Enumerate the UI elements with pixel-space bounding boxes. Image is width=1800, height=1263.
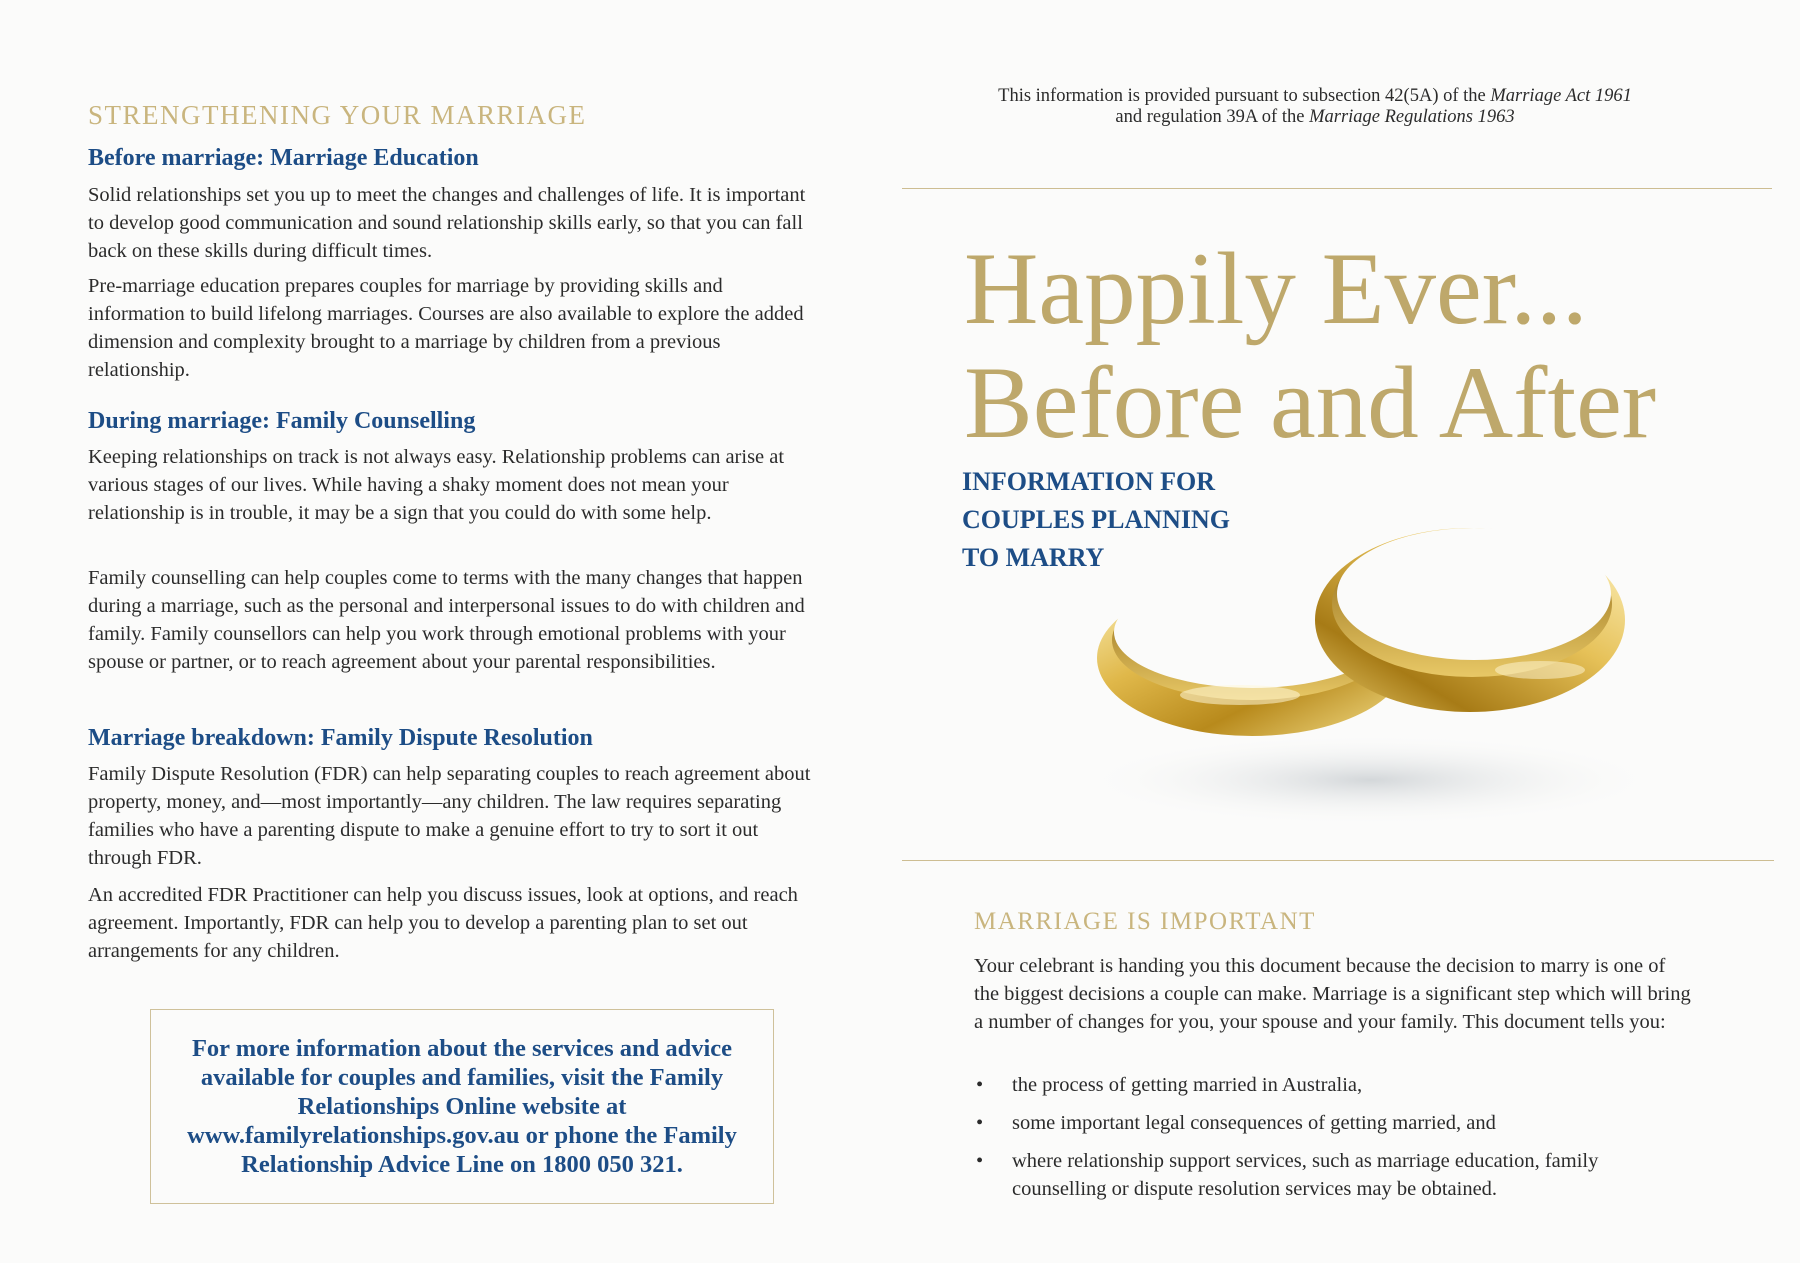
paragraph: Pre-marriage education prepares couples for marriage by providing skills and information to build lifelong marriages. Courses are also available to explore the added dimension and complexity brought to a marriage by children from a previous relationship. [88,275,804,381]
ring-shadow [1080,734,1660,826]
subheading-family-counselling: During marriage: Family Counselling [88,408,476,434]
legal-line-1: This information is provided pursuant to subsection 42(5A) of the [998,86,1491,106]
cover-title [964,232,1784,460]
list-item [974,1147,1694,1203]
subheading-marriage-education: Before marriage: Marriage Education [88,145,479,171]
left-page [0,0,880,1263]
subheading-dispute-resolution: Marriage breakdown: Family Dispute Resolution [88,725,593,751]
right-page [880,0,1800,1263]
legal-line-2: and regulation 39A of the [1115,107,1310,127]
cover-subtitle-line: TO MARRY [962,543,1105,572]
section-heading-strengthening: STRENGTHENING YOUR MARRIAGE [88,100,587,130]
list-item [974,1109,1694,1137]
paragraph: Keeping relationships on track is not always easy. Relationship problems can arise at various stages of our lives. While having a shaky moment does not mean your relationship is in trouble, it may be a sign that you could do with some help. [88,446,785,524]
bullet-icon: • [976,1112,984,1134]
topics-list [974,1071,1694,1213]
list-item [974,1071,1694,1099]
paragraph: Family counselling can help couples come to terms with the many changes that happen during a marriage, such as the personal and interpersonal issues to do with children and family. Family counsellors can help you work through emotional problems with your spouse or partner, or to reach agreement about your parental responsibilities. [88,567,805,673]
paragraph: An accredited FDR Practitioner can help you discuss issues, look at options, and reach agreement. Importantly, FDR can help you to develop a parenting plan to set out arrangements for any children. [88,884,798,962]
info-box [150,1009,774,1204]
section-heading-marriage-important: MARRIAGE IS IMPORTANT [974,908,1316,935]
marriage-regulations-citation: Marriage Regulations 1963 [1309,107,1515,127]
cover-title-line-2: Before and After [964,346,1657,460]
marriage-act-citation: Marriage Act 1961 [1490,86,1632,106]
cover-subtitle-line: COUPLES PLANNING [962,505,1230,534]
middle-divider [902,860,1774,861]
list-item-text: some important legal consequences of getting married, and [1012,1112,1496,1134]
paragraph: Family Dispute Resolution (FDR) can help separating couples to reach agreement about property, money, and—most importantly—any children. The law requires separating families who have a parenting dispute to make a genuine effort to try to sort it out through FDR. [88,763,811,869]
intro-paragraph: Your celebrant is handing you this document because the decision to marry is one of the biggest decisions a couple can make. Marriage is a significant step which will bring a number of changes for you, your spouse and your family. This document tells you: [974,955,1691,1033]
info-box-text: For more information about the services and advice available for couples and families, visit the Family Relationships Online website at www.familyrelationships.gov.au or phone the Family Relationship Advice Line on 1800 050 321. [187,1035,737,1178]
cover-title-line-1: Happily Ever... [964,232,1588,346]
legal-notice [880,86,1750,128]
cover-subtitle-line: INFORMATION FOR [962,467,1216,496]
bullet-icon: • [976,1150,984,1172]
paragraph: Solid relationships set you up to meet the changes and challenges of life. It is important to develop good communication and sound relationship skills early, so that you can fall back on these skills during difficult times. [88,184,806,262]
front-ring [1315,528,1625,712]
list-item-text: where relationship support services, such as marriage education, family counselling or dispute resolution services may be obtained. [1012,1150,1599,1200]
top-divider [902,188,1772,189]
list-item-text: the process of getting married in Australia, [1012,1074,1363,1096]
bullet-icon: • [976,1074,984,1096]
gold-rings-image [1070,490,1660,830]
